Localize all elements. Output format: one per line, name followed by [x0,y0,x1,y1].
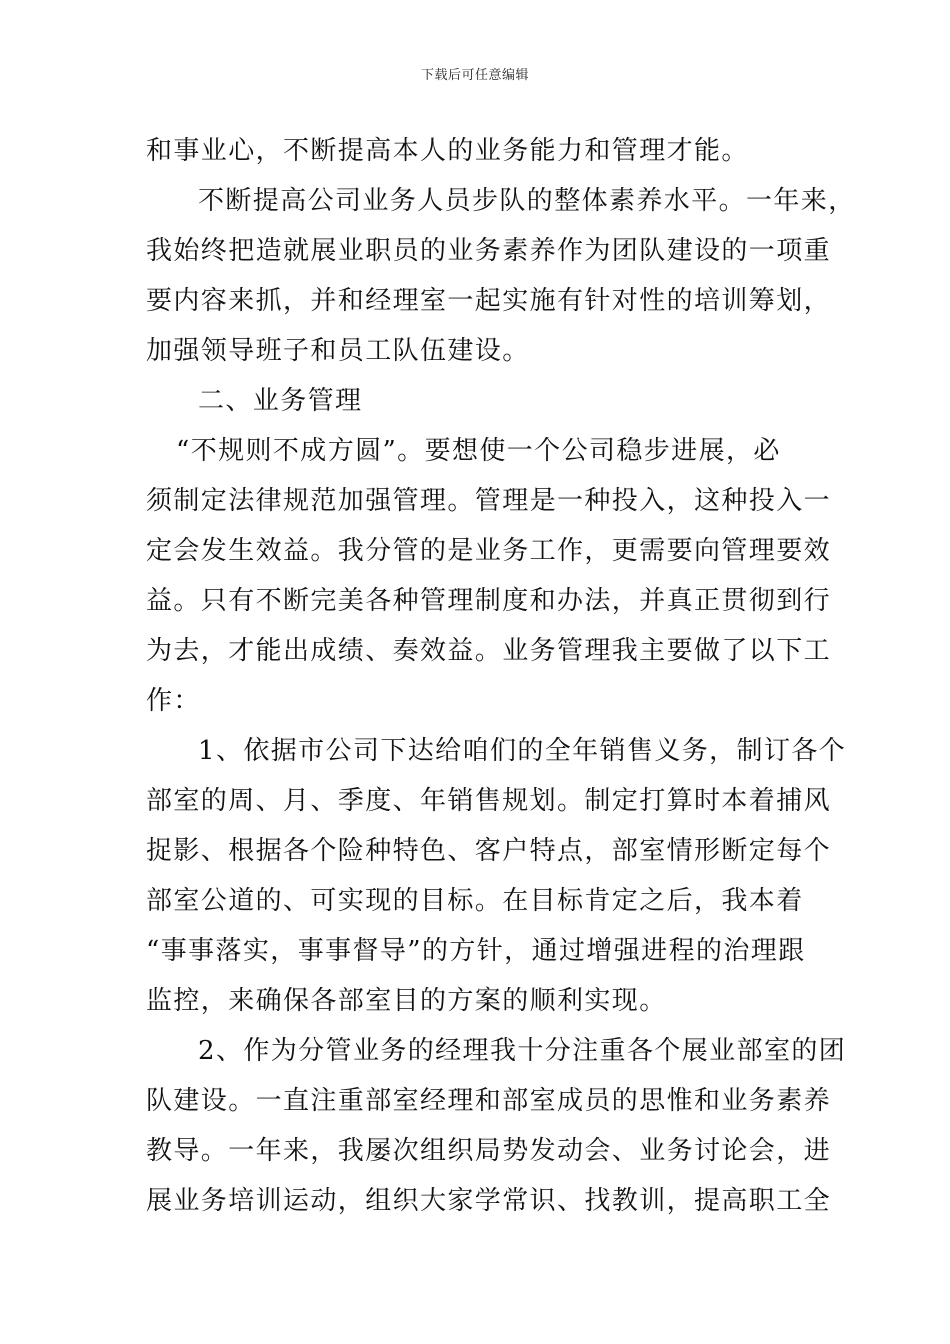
section-heading: 二、业务管理 [198,386,363,416]
text-line: “事事落实，事事督导”的方针，通过增强进程的治理跟 [146,936,806,966]
text-line: 部室公道的、可实现的目标。在目标肯定之后，我本着 [146,886,804,916]
text-line: 1、依据市公司下达给咱们的全年销售义务，制订各个 [198,736,847,766]
text-line: 作： [146,686,201,716]
text-line: 部室的周、月、季度、年销售规划。制定打算时本着捕风 [146,786,832,816]
text-line: 为去，才能出成绩、奏效益。业务管理我主要做了以下工 [146,636,832,666]
text-line: 展业务培训运动，组织大家学常识、找教训，提高职工全 [146,1186,832,1216]
text-line: 要内容来抓，并和经理室一起实施有针对性的培训筹划， [146,286,832,316]
text-line: 教导。一年来，我屡次组织局势发动会、业务讨论会，进 [146,1136,832,1166]
text-line: 益。只有不断完美各种管理制度和办法，并真正贯彻到行 [146,586,832,616]
text-line: “不规则不成方圆”。要想使一个公司稳步进展，必 [176,436,781,466]
text-line: 我始终把造就展业职员的业务素养作为团队建设的一项重 [146,236,832,266]
text-line: 不断提高公司业务人员步队的整体素养水平。一年来， [198,186,856,216]
text-line: 监控，来确保各部室目的方案的顺利实现。 [146,986,667,1016]
text-line: 加强领导班子和员工队伍建设。 [146,336,530,366]
document-body [146,126,856,1226]
text-line: 须制定法律规范加强管理。管理是一种投入，这种投入一 [146,486,832,516]
text-line: 2、作为分管业务的经理我十分注重各个展业部室的团 [198,1036,847,1066]
page-header-note: 下载后可任意编辑 [420,68,529,83]
text-line: 和事业心，不断提高本人的业务能力和管理才能。 [146,136,749,166]
text-line: 捉影、根据各个险种特色、客户特点，部室情形断定每个 [146,836,832,866]
text-line: 队建设。一直注重部室经理和部室成员的思惟和业务素养 [146,1086,832,1116]
text-line: 定会发生效益。我分管的是业务工作，更需要向管理要效 [146,536,832,566]
